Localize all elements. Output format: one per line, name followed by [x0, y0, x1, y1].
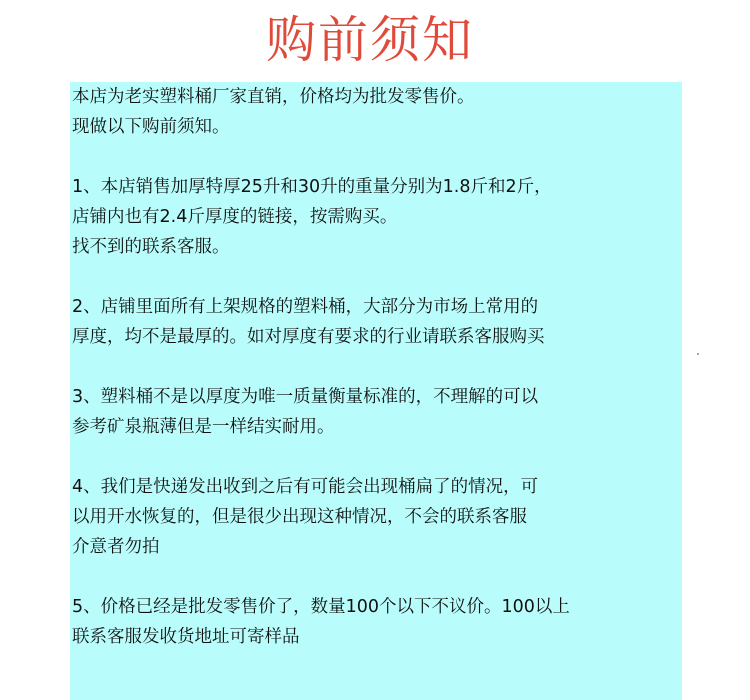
spacer: [72, 442, 682, 472]
intro-line-2: 现做以下购前须知。: [72, 117, 230, 137]
spacer: [72, 142, 682, 172]
section-2-line-2: 厚度，均不是最厚的。如对厚度有要求的行业请联系客服购买: [72, 327, 545, 347]
section-4-line-2: 以用开水恢复的，但是很少出现这种情况，不会的联系客服: [72, 507, 527, 527]
stray-dot: [697, 353, 699, 355]
spacer: [72, 562, 682, 592]
section-1-line-2: 店铺内也有2.4斤厚度的链接，按需购买。: [72, 207, 398, 227]
section-3-line-2: 参考矿泉瓶薄但是一样结实耐用。: [72, 417, 335, 437]
section-5-line-2: 联系客服发收货地址可寄样品: [72, 627, 300, 647]
spacer: [72, 262, 682, 292]
section-1-line-1: 1、本店销售加厚特厚25升和30升的重量分别为1.8斤和2斤，: [72, 177, 552, 197]
spacer: [72, 352, 682, 382]
section-3-line-1: 3、塑料桶不是以厚度为唯一质量衡量标准的，不理解的可以: [72, 387, 539, 407]
section-4-line-1: 4、我们是快递发出收到之后有可能会出现桶扁了的情况，可: [72, 477, 539, 497]
section-1-line-3: 找不到的联系客服。: [72, 237, 230, 257]
section-2-line-1: 2、店铺里面所有上架规格的塑料桶，大部分为市场上常用的: [72, 297, 539, 317]
intro-line-1: 本店为老实塑料桶厂家直销，价格均为批发零售价。: [72, 87, 475, 107]
section-5-line-1: 5、价格已经是批发零售价了，数量100个以下不议价。100以上: [72, 597, 570, 617]
notice-panel: [70, 82, 682, 700]
section-4-line-3: 介意者勿拍: [72, 537, 160, 557]
page-title: 购前须知: [266, 11, 474, 69]
